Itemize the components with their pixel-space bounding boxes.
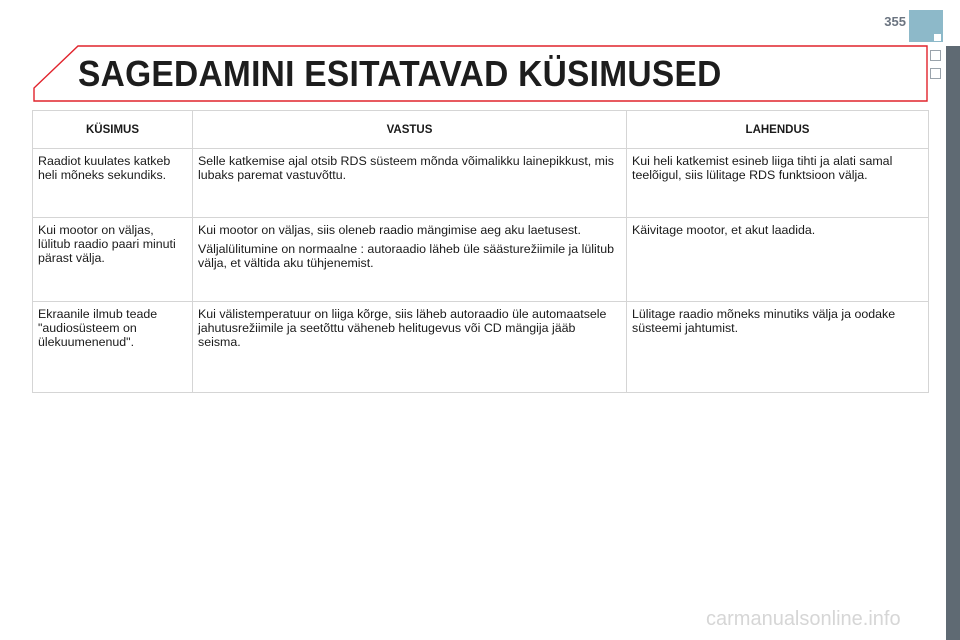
column-header-question: KÜSIMUS bbox=[33, 111, 193, 149]
question-cell: Kui mootor on väljas, lülitub raadio paari minuti pärast välja. bbox=[33, 218, 193, 302]
answer-cell bbox=[193, 218, 627, 302]
question-cell: Ekraanile ilmub teade "audiosüsteem on ülekuumenenud". bbox=[33, 302, 193, 393]
answer-paragraph: Väljalülitumine on normaalne : autoraadio läheb üle säästurežiimile ja lülitub välja, et vältida aku tühjenemist. bbox=[198, 242, 615, 270]
table-row bbox=[33, 149, 929, 218]
question-cell: Raadiot kuulates katkeb heli mõneks sekundiks. bbox=[33, 149, 193, 218]
answer-paragraph: Kui välistemperatuur on liiga kõrge, siis läheb autoraadio üle automaatsele jahutusrežiimile ja seetõttu väheneb helitugevus või CD mängija jääb seisma. bbox=[198, 307, 607, 349]
column-header-answer: VASTUS bbox=[193, 111, 627, 149]
solution-cell: Käivitage mootor, et akut laadida. bbox=[627, 218, 929, 302]
faq-table bbox=[32, 110, 929, 393]
page-title: SAGEDAMINI ESITATAVAD KÜSIMUSED bbox=[78, 53, 722, 94]
answer-paragraph: Kui mootor on väljas, siis oleneb raadio mängimise aeg aku laetusest. bbox=[198, 223, 581, 237]
solution-cell: Lülitage raadio mõneks minutiks välja ja oodake süsteemi jahtumist. bbox=[627, 302, 929, 393]
solution-cell: Kui heli katkemist esineb liiga tihti ja alati samal teelõigul, siis lülitage RDS funktsioon välja. bbox=[627, 149, 929, 218]
page-number: 355 bbox=[884, 14, 906, 29]
answer-cell bbox=[193, 149, 627, 218]
table-row bbox=[33, 302, 929, 393]
column-header-solution: LAHENDUS bbox=[627, 111, 929, 149]
answer-cell bbox=[193, 302, 627, 393]
answer-paragraph: Selle katkemise ajal otsib RDS süsteem mõnda võimalikku lainepikkust, mis lubaks paremat vastuvõttu. bbox=[198, 154, 614, 182]
table-row bbox=[33, 218, 929, 302]
side-edge-bar bbox=[946, 46, 960, 640]
watermark: carmanualsonline.info bbox=[706, 608, 901, 630]
